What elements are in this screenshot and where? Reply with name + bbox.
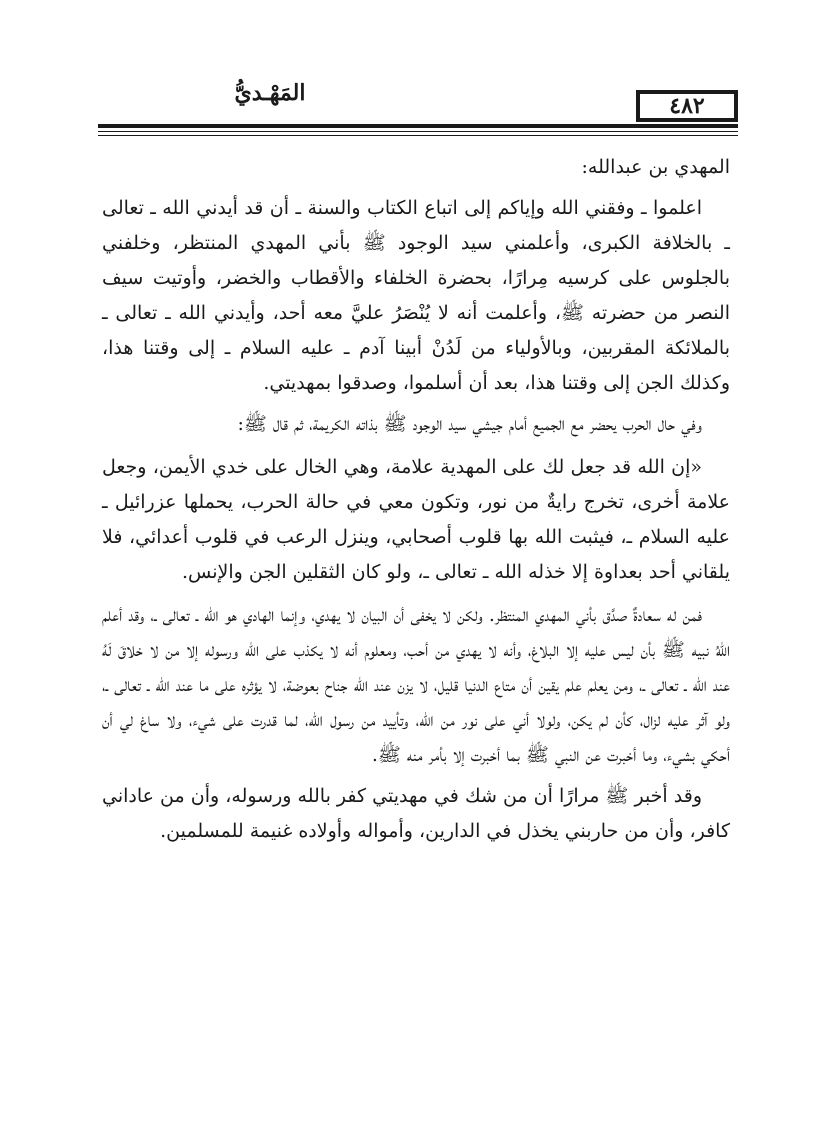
- header-rule-thin: [98, 131, 738, 132]
- header-rule-thin-2: [98, 135, 738, 136]
- page-number: ٤٨٢: [636, 90, 738, 122]
- running-title: المَهْـديُّ: [234, 80, 306, 106]
- header-rule-thick: [98, 124, 738, 128]
- paragraph-5: وقد أخبر ﷺ مرارًا أن من شك في مهديتي كفر بالله ورسوله، وأن من عاداني كافر، وأن من حاربني يخذل في الدارين، وأمواله وأولاده غنيمة للمسلمين.: [102, 785, 730, 842]
- addressee-line: المهدي بن عبدالله:: [581, 156, 730, 178]
- paragraph-2: وفي حال الحرب يحضر مع الجميع أمام جيشي سيد الوجود ﷺ بذاته الكريمة، ثم قال ﷺ:: [237, 413, 702, 435]
- paragraph-4: فمن له سعادةٌ صدَّق بأني المهدي المنتظر. ولكن لا يخفى أن البيان لا يهدي، وإنما الهادي هو الله ـ تعالى ـ، وقد أعلم اللهُ نبيه ﷺ بأن ليس عليه إلا البلاغ، وأنه لا يهدي من أحب، ومعلوم أنه لا يكذب على الله ورسوله إلا من لا خلاقَ لَهُ عند الله ـ تعالى ـ، ومن يعلم علم يقين أن متاع الدنيا قليل، لا يزن عند الله جناح بعوضة، لا يؤثره على ما عند الله ـ تعالى ـ، ولو آثر عليه لزال، كأن لم يكن، ولولا أني على نور من الله، وتأييد من رسول الله، لما قدرت على شيء، ولا ساغ لي أن أحكي بشيء، وما أخبرت عن النبي ﷺ بما أخبرت إلا بأمر منه ﷺ.: [102, 604, 730, 766]
- page-body: [102, 150, 730, 855]
- quote-paragraph: «إن الله قد جعل لك على المهدية علامة، وهي الخال على خدي الأيمن، وجعل علامة أخرى، تخرج رايةٌ من نور، وتكون معي في حالة الحرب، يحملها عزرائيل ـ عليه السلام ـ، فيثبت الله بها قلوب أصحابي، وينزل الرعب في قلوب أعدائي، فلا يلقاني أحد بعداوة إلا خذله الله ـ تعالى ـ، ولو كان الثقلين الجن والإنس.: [102, 456, 730, 583]
- paragraph-1: اعلموا ـ وفقني الله وإياكم إلى اتباع الكتاب والسنة ـ أن قد أيدني الله ـ تعالى ـ بالخلافة الكبرى، وأعلمني سيد الوجود ﷺ بأني المهدي المنتظر، وخلفني بالجلوس على كرسيه مِرارًا، بحضرة الخلفاء والأقطاب والخضر، وأوتيت سيف النصر من حضرته ﷺ، وأعلمت أنه لا يُنْصَرُ عليَّ معه أحد، وأيدني الله ـ تعالى ـ بالملائكة المقربين، وبالأولياء من لَدُنْ أبينا آدم ـ عليه السلام ـ إلى وقتنا هذا، وكذلك الجن إلى وقتنا هذا، بعد أن أسلموا، وصدقوا بمهديتي.: [102, 197, 730, 394]
